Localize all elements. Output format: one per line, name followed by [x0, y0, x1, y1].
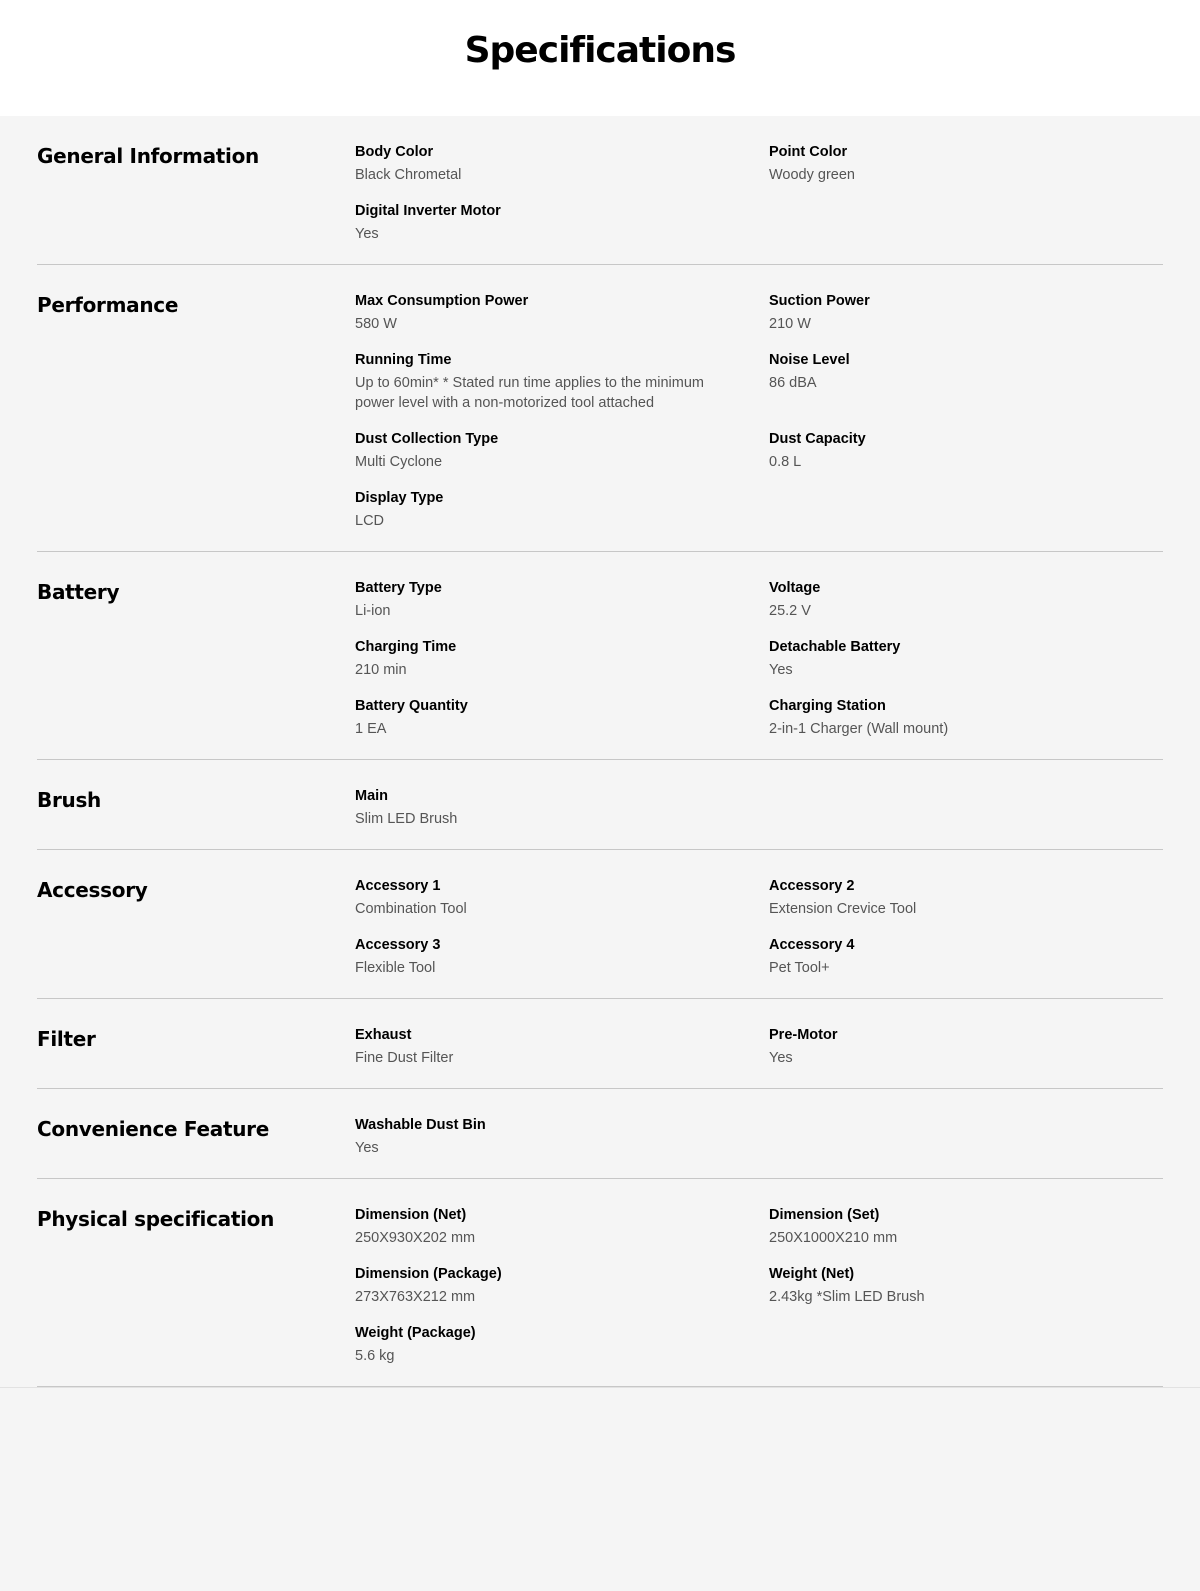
spec-value: Yes — [769, 662, 793, 678]
spec-value: Yes — [355, 1140, 379, 1156]
section-title: Filter — [37, 1027, 96, 1051]
spec-value: Up to 60min* * Stated run time applies to the minimum power level with a non-motorized tool attached — [355, 375, 704, 411]
spec-item — [769, 876, 1163, 919]
spec-value: Woody green — [769, 167, 855, 183]
spec-value: Flexible Tool — [355, 960, 436, 976]
spec-item — [355, 1115, 769, 1158]
spec-item — [769, 1205, 1163, 1248]
spec-item — [355, 291, 769, 334]
spec-item — [355, 350, 769, 413]
spec-label: Max Consumption Power — [355, 293, 529, 309]
section-title: General Information — [37, 144, 259, 168]
spec-label: Dust Capacity — [769, 431, 866, 447]
spec-value: 5.6 kg — [355, 1348, 395, 1364]
spec-value: 250X930X202 mm — [355, 1230, 476, 1246]
page-header — [0, 0, 1200, 116]
spec-grid — [355, 876, 1163, 978]
spec-label: Main — [355, 788, 389, 804]
spec-section — [37, 1089, 1163, 1179]
spec-label: Weight (Package) — [355, 1325, 476, 1341]
spec-value: Slim LED Brush — [355, 811, 458, 827]
spec-label: Charging Station — [769, 698, 886, 714]
spec-label: Battery Type — [355, 580, 442, 596]
spec-label: Dimension (Net) — [355, 1207, 467, 1223]
spec-section — [37, 850, 1163, 999]
spec-item — [769, 637, 1163, 680]
spec-label: Voltage — [769, 580, 821, 596]
page-title: Specifications — [464, 30, 736, 71]
section-title: Brush — [37, 788, 101, 812]
spec-section — [37, 760, 1163, 850]
spec-section — [37, 116, 1163, 265]
spec-label: Suction Power — [769, 293, 870, 309]
footer-spacer — [0, 1387, 1200, 1450]
spec-item — [355, 935, 769, 978]
spec-value: 250X1000X210 mm — [769, 1230, 898, 1246]
spec-value: Li-ion — [355, 603, 391, 619]
spec-value: 25.2 V — [769, 603, 811, 619]
spec-grid — [355, 142, 1163, 244]
spec-grid — [355, 578, 1163, 739]
spec-label: Dimension (Set) — [769, 1207, 880, 1223]
spec-item — [355, 488, 769, 531]
spec-value: 2-in-1 Charger (Wall mount) — [769, 721, 949, 737]
spec-item — [355, 637, 769, 680]
spec-item — [769, 935, 1163, 978]
spec-item — [769, 578, 1163, 621]
spec-label: Accessory 3 — [355, 937, 441, 953]
spec-item — [769, 142, 1163, 185]
spec-item — [769, 350, 1163, 413]
spec-item — [355, 1323, 769, 1366]
spec-value: Yes — [355, 226, 379, 242]
spec-label: Running Time — [355, 352, 452, 368]
spec-label: Charging Time — [355, 639, 457, 655]
spec-value: 1 EA — [355, 721, 387, 737]
spec-label: Point Color — [769, 144, 848, 160]
spec-label: Body Color — [355, 144, 434, 160]
spec-grid — [355, 1115, 1163, 1158]
spec-value: 210 min — [355, 662, 407, 678]
spec-value: 580 W — [355, 316, 397, 332]
section-title: Accessory — [37, 878, 148, 902]
spec-item — [355, 1205, 769, 1248]
spec-value: Extension Crevice Tool — [769, 901, 917, 917]
spec-item — [355, 696, 769, 739]
spec-label: Accessory 4 — [769, 937, 855, 953]
spec-item — [355, 578, 769, 621]
spec-value: 273X763X212 mm — [355, 1289, 476, 1305]
spec-label: Noise Level — [769, 352, 850, 368]
spec-label: Weight (Net) — [769, 1266, 855, 1282]
spec-value: 0.8 L — [769, 454, 802, 470]
spec-item — [355, 201, 769, 244]
spec-value: Combination Tool — [355, 901, 467, 917]
spec-label: Detachable Battery — [769, 639, 901, 655]
spec-value: Pet Tool+ — [769, 960, 830, 976]
spec-label: Dust Collection Type — [355, 431, 499, 447]
spec-grid — [355, 1205, 1163, 1366]
spec-value: 2.43kg *Slim LED Brush — [769, 1289, 925, 1305]
spec-value: Yes — [769, 1050, 793, 1066]
spec-section — [37, 999, 1163, 1089]
spec-value: 86 dBA — [769, 375, 817, 391]
spec-item — [769, 696, 1163, 739]
spec-label: Digital Inverter Motor — [355, 203, 501, 219]
spec-grid — [355, 786, 1163, 829]
spec-label: Dimension (Package) — [355, 1266, 502, 1282]
spec-item — [769, 429, 1163, 472]
section-title: Convenience Feature — [37, 1117, 269, 1141]
spec-label: Accessory 2 — [769, 878, 855, 894]
spec-item — [355, 142, 769, 185]
specifications-list — [0, 116, 1200, 1387]
spec-item — [769, 1025, 1163, 1068]
spec-label: Exhaust — [355, 1027, 412, 1043]
spec-item — [355, 1264, 769, 1307]
spec-section — [37, 552, 1163, 760]
spec-value: 210 W — [769, 316, 811, 332]
spec-item — [355, 1025, 769, 1068]
spec-item — [355, 429, 769, 472]
section-title: Physical specification — [37, 1207, 275, 1231]
spec-item — [769, 1264, 1163, 1307]
spec-label: Accessory 1 — [355, 878, 441, 894]
spec-label: Washable Dust Bin — [355, 1117, 486, 1133]
spec-value: Fine Dust Filter — [355, 1050, 454, 1066]
spec-section — [37, 265, 1163, 552]
spec-item — [355, 786, 769, 829]
section-title: Battery — [37, 580, 120, 604]
spec-item — [355, 876, 769, 919]
spec-value: LCD — [355, 513, 385, 529]
spec-label: Battery Quantity — [355, 698, 468, 714]
section-title: Performance — [37, 293, 179, 317]
spec-label: Pre-Motor — [769, 1027, 838, 1043]
spec-value: Multi Cyclone — [355, 454, 443, 470]
spec-grid — [355, 291, 1163, 531]
spec-label: Display Type — [355, 490, 444, 506]
spec-item — [769, 291, 1163, 334]
spec-grid — [355, 1025, 1163, 1068]
spec-section — [37, 1179, 1163, 1387]
spec-value: Black Chrometal — [355, 167, 462, 183]
